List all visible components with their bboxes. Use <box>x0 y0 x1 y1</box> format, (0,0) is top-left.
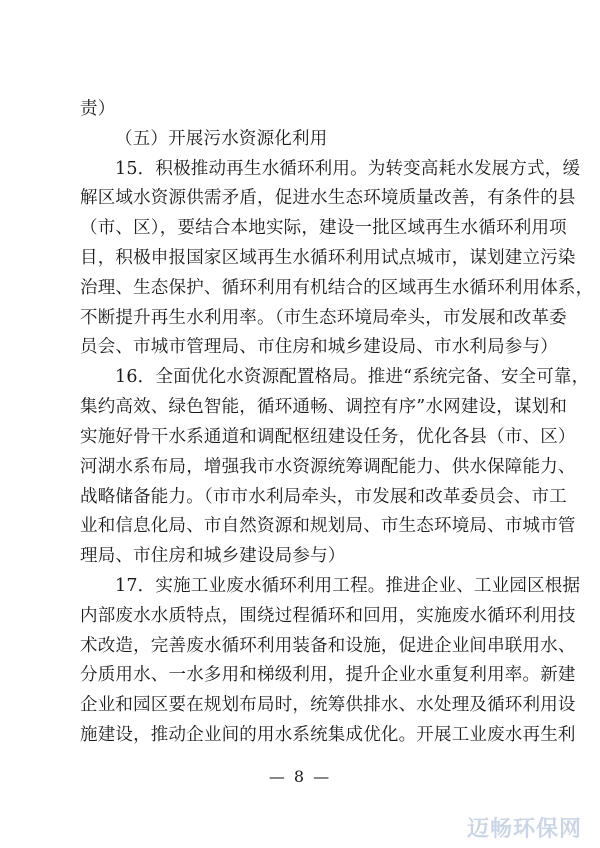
text-line: 16．全面优化水资源配置格局。推进“系统完备、安全可靠， <box>115 367 590 387</box>
watermark-logo: 迈畅环保网 <box>466 817 582 842</box>
text-line: 责） <box>80 99 116 119</box>
text-line: 业和信息化局、市自然资源和规划局、市生态环境局、市城市管 <box>80 516 576 536</box>
text-line: 解区域水资源供需矛盾，促进水生态环境质量改善，有条件的县 <box>80 188 576 208</box>
text-line: 17．实施工业废水循环利用工程。推进企业、工业园区根据 <box>115 576 581 596</box>
text-line: （市、区），要结合本地实际，建设一批区域再生水循环利用项 <box>80 218 567 238</box>
text-line: 战略储备能力。（市市水利局牵头，市发展和改革委员会、市工 <box>80 487 567 507</box>
text-line: 术改造，完善废水循环利用装备和设施，促进企业间串联用水、 <box>80 636 576 656</box>
text-line: 施建设，推动企业间的用水系统集成优化。开展工业废水再生利 <box>80 725 576 745</box>
text-line: 目，积极申报国家区域再生水循环利用试点城市，谋划建立污染 <box>80 248 576 268</box>
text-line: 不断提升再生水利用率。（市生态环境局牵头，市发展和改革委 <box>80 308 567 328</box>
text-line: 员会、市城市管理局、市住房和城乡建设局、市水利局参与） <box>80 337 558 357</box>
text-line: 集约高效、绿色智能，循环通畅、调控有序”水网建设，谋划和 <box>80 397 568 417</box>
text-line: 内部废水水质特点，围绕过程循环和回用，实施废水循环利用技 <box>80 606 576 626</box>
page-number: — 8 — <box>268 767 332 786</box>
text-line: 河湖水系布局，增强我市水资源统筹调配能力、供水保障能力、 <box>80 457 576 477</box>
text-line: 理局、市住房和城乡建设局参与） <box>80 546 346 566</box>
text-line: 实施好骨干水系通道和调配枢纽建设任务，优化各县（市、区） <box>80 427 576 447</box>
text-line: 分质用水、一水多用和梯级利用，提升企业水重复利用率。新建 <box>80 665 576 685</box>
text-line: 治理、生态保护、循环利用有机结合的区域再生水循环利用体系， <box>80 278 594 298</box>
section-heading: （五）开展污水资源化利用 <box>115 129 328 149</box>
text-line: 15．积极推动再生水循环利用。为转变高耗水发展方式，缓 <box>115 159 581 179</box>
text-line: 企业和园区要在规划布局时，统筹供排水、水处理及循环利用设 <box>80 695 576 715</box>
